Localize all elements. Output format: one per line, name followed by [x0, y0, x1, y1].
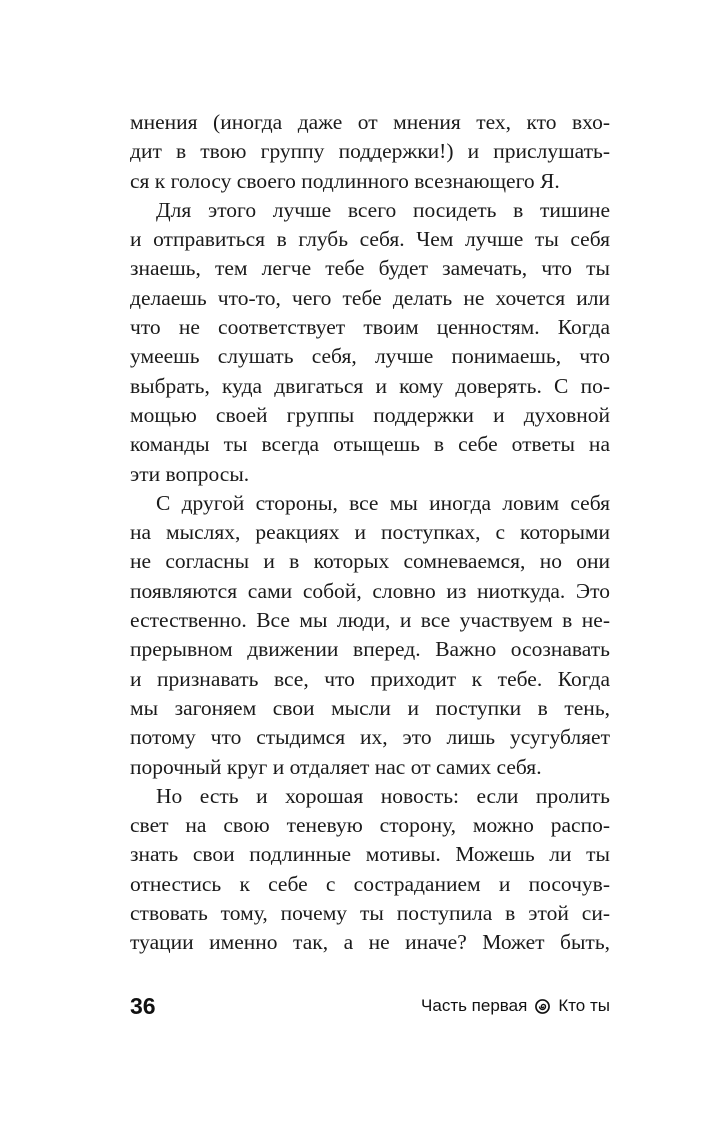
text-line: Но есть и хорошая новость: если пролить: [156, 783, 610, 808]
text-line: свет на свою теневую сторону, можно распо-: [130, 813, 610, 838]
text-line: эти вопросы.: [130, 461, 250, 486]
text-line: и отправиться в глубь себя. Чем лучше ты себя: [130, 227, 610, 252]
text-line: ся к голосу своего подлинного всезнающего Я.: [130, 168, 560, 193]
text-line: что не соответствует твоим ценностям. Когда: [130, 315, 610, 340]
text-line: и признавать все, что приходит к тебе. Когда: [130, 666, 610, 691]
page-footer: [130, 990, 610, 1022]
text-line: на мыслях, реакциях и поступках, с которыми: [130, 520, 610, 545]
text-line: умеешь слушать себя, лучше понимаешь, что: [130, 344, 610, 369]
text-line: ствовать тому, почему ты поступила в этой си-: [130, 901, 610, 926]
text-line: туации именно так, а не иначе? Может быть,: [130, 930, 610, 955]
text-line: мнения (иногда даже от мнения тех, кто вхо-: [130, 110, 610, 134]
text-line: дит в твою группу поддержки!) и прислушать-: [130, 139, 610, 164]
text-line: порочный круг и отдаляет нас от самих себя.: [130, 754, 542, 779]
text-line: выбрать, куда двигаться и кому доверять. С по-: [130, 373, 610, 398]
text-line: естественно. Все мы люди, и все участвуем в не-: [130, 608, 610, 633]
text-line: не согласны и в которых сомневаемся, но они: [130, 549, 610, 574]
part-label: Часть первая: [421, 996, 528, 1015]
text-line: знаешь, тем легче тебе будет замечать, что ты: [130, 256, 610, 281]
text-line: С другой стороны, все мы иногда ловим себя: [156, 490, 610, 515]
text-line: делаешь что-то, чего тебе делать не хочется или: [130, 285, 610, 310]
text-line: команды ты всегда отыщешь в себе ответы на: [130, 432, 610, 457]
text-line: прерывном движении вперед. Важно осознавать: [130, 637, 610, 662]
running-head: [421, 996, 610, 1016]
text-line: отнестись к себе с состраданием и посочув-: [130, 871, 610, 896]
text-line: потому что стыдимся их, это лишь усугубляет: [130, 725, 610, 750]
text-line: появляются сами собой, словно из ниоткуда. Это: [130, 578, 610, 603]
body-text: [130, 108, 610, 958]
text-line: знать свои подлинные мотивы. Можешь ли ты: [130, 842, 610, 867]
chapter-label: Кто ты: [558, 996, 610, 1015]
page-number: 36: [130, 992, 156, 1019]
text-line: мы загоняем свои мысли и поступки в тень,: [130, 695, 610, 720]
spiral-icon: [535, 999, 550, 1014]
text-line: мощью своей группы поддержки и духовной: [130, 402, 610, 427]
text-line: Для этого лучше всего посидеть в тишине: [156, 197, 610, 222]
